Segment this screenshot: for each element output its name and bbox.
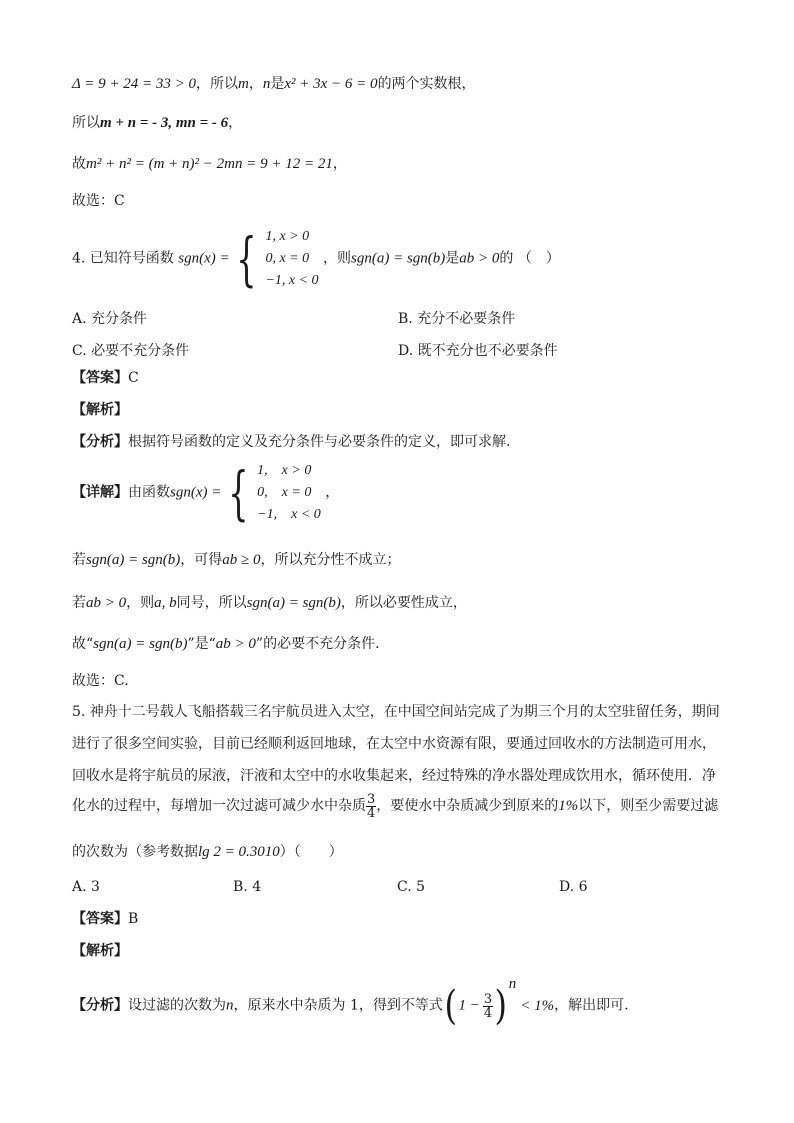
math: 1%: [558, 798, 579, 815]
fenxi-label: 【分析】: [72, 434, 128, 450]
xiangjie-case: −1, x < 0: [257, 507, 321, 522]
xiangjie-case: 0, x = 0: [257, 485, 312, 500]
q4-stem-c: 是: [445, 250, 460, 267]
text: 所以: [72, 115, 100, 131]
q4-stem-d: 的 （ ）: [499, 250, 560, 267]
frac-den: 4: [367, 806, 376, 821]
q5-line-5: [72, 843, 343, 862]
text: 以下，则至少需要过滤: [578, 797, 719, 814]
math: a, b: [154, 595, 177, 611]
left-paren: (: [444, 983, 457, 1029]
q4-stem: [72, 226, 560, 292]
text: ，解出即可.: [554, 997, 629, 1014]
q4-cond: sgn(a) = sgn(b): [351, 250, 446, 267]
q5-line-4: [72, 793, 718, 820]
text: 故: [72, 156, 86, 172]
text: ，则: [126, 595, 155, 611]
q4-case: −1, x < 0: [265, 273, 319, 288]
math: 1 −: [458, 997, 480, 1014]
q4-stem-b: ，则: [323, 250, 351, 267]
text: 故“: [72, 636, 94, 652]
text: 的次数为（参考数据: [72, 844, 198, 860]
q4-cases: [265, 226, 318, 292]
q4-analysis-label: 【解析】: [72, 402, 128, 418]
frac-den: 4: [483, 1005, 493, 1021]
q4-sufficiency: [72, 551, 401, 570]
math-vieta: m + n = - 3, mn = - 6: [100, 115, 229, 131]
answer-label: 【答案】: [72, 911, 128, 927]
text: 设过滤的次数为: [128, 997, 226, 1014]
math-n: n: [226, 997, 234, 1014]
answer-label: 【答案】: [72, 370, 128, 386]
math: sgn(a) = sgn(b): [93, 636, 188, 652]
text: ，所以充分性不成立；: [260, 552, 401, 568]
text: ”的必要不充分条件.: [255, 636, 380, 652]
line-vieta: [72, 114, 242, 133]
text: ，: [332, 156, 347, 172]
xiangjie-case: 1, x > 0: [257, 463, 312, 478]
exponent-n: n: [508, 976, 517, 992]
math: sgn(a) = sgn(b): [246, 595, 341, 611]
frac-num: 3: [483, 991, 493, 1007]
q5-answer: [72, 911, 138, 929]
text: ，: [228, 115, 243, 131]
fenxi-label: 【分析】: [72, 997, 128, 1014]
text: 是: [270, 76, 285, 92]
answer-value: C: [128, 370, 139, 386]
line-result: [72, 155, 347, 174]
q4-case: 1, x > 0: [265, 229, 310, 244]
q5-option-a: A. 3: [72, 879, 100, 895]
q4-final: 故选：C.: [72, 673, 129, 689]
q4-conclusion: [72, 635, 380, 654]
text: ，原来水中杂质为 1，得到不等式: [233, 997, 443, 1014]
text: ”是“: [187, 636, 216, 652]
right-paren: ): [494, 983, 508, 1029]
q4-case: 0, x = 0: [265, 251, 310, 266]
math-discriminant: Δ = 9 + 24 = 33 > 0: [72, 76, 197, 92]
text: ，所以必要性成立，: [340, 595, 467, 611]
math: ab > 0: [86, 595, 127, 611]
q5-line-3: 回收水是将宇航员的尿液，汗液和太空中的水收集起来，经过特殊的净水器处理成饮用水，循环使用．净: [72, 768, 716, 784]
q4-necessity: [72, 594, 467, 613]
xiangjie-cases: [257, 460, 321, 526]
text: ）（ ）: [279, 844, 343, 860]
q5-option-b: B. 4: [233, 879, 262, 895]
q4-fenxi: [72, 434, 510, 452]
q4-xiangjie: [72, 460, 339, 526]
q4-option-d: D. 既不充分也不必要条件: [398, 343, 558, 359]
math: ab > 0: [215, 636, 256, 652]
q4-answer: [72, 370, 139, 388]
xiangjie-text: 由函数: [128, 484, 170, 501]
math-n: n: [262, 76, 271, 92]
xiangjie-brace: {: [228, 459, 249, 527]
math: sgn(a) = sgn(b): [86, 552, 181, 568]
q4-option-a: A. 充分条件: [72, 311, 148, 327]
text: 化水的过程中，每增加一次过滤可减少水中杂质: [72, 797, 366, 814]
q5-line-1: 5. 神舟十二号载人飞船搭载三名宇航员进入太空，在中国空间站完成了为期三个月的太空驻留任务，期间: [72, 704, 720, 720]
xiangjie-label: 【详解】: [72, 484, 128, 501]
text: ，所以: [196, 76, 239, 92]
text: ，可得: [180, 552, 223, 568]
text: 若: [72, 595, 86, 611]
math-result: m² + n² = (m + n)² − 2mn = 9 + 12 = 21: [86, 156, 333, 172]
text: ，要使水中杂质减少到原来的: [376, 797, 559, 814]
answer-value: B: [128, 911, 139, 927]
frac-num: 3: [367, 792, 376, 807]
q5-analysis-label: 【解析】: [72, 943, 128, 959]
q4-option-b: B. 充分不必要条件: [398, 311, 516, 327]
text: 同号，所以: [176, 595, 247, 611]
q5-option-d: D. 6: [559, 879, 588, 895]
q4-func: sgn(x) =: [178, 250, 230, 267]
line-discriminant: [72, 75, 476, 94]
text: 若: [72, 552, 86, 568]
q5-option-c: C. 5: [397, 879, 426, 895]
line-choice: 故选：C: [72, 193, 125, 209]
q4-target: ab > 0: [459, 250, 500, 267]
fenxi-text: 根据符号函数的定义及充分条件与必要条件的定义，即可求解.: [128, 434, 511, 450]
fraction-ineq: [483, 993, 493, 1020]
fraction-three-quarters: [366, 793, 376, 820]
xiangjie-func: sgn(x) =: [170, 484, 222, 501]
xiangjie-tail: ，: [325, 484, 340, 501]
q4-brace: {: [236, 225, 257, 293]
q4-option-c: C. 必要不充分条件: [72, 343, 190, 359]
text: 的两个实数根，: [377, 76, 476, 92]
math-m: m: [238, 76, 249, 92]
q5-fenxi: [72, 975, 629, 1029]
math-equation: x² + 3x − 6 = 0: [284, 76, 378, 92]
text: ，: [248, 76, 263, 92]
math: ab ≥ 0: [222, 552, 261, 568]
q5-line-2: 进行了很多空间实验，目前已经顺利返回地球，在太空中水资源有限，要通过回收水的方法制造可用水，: [72, 736, 716, 752]
math: lg 2 = 0.3010: [198, 844, 280, 860]
q4-stem-a: 4. 已知符号函数: [72, 250, 174, 267]
math: < 1%: [520, 997, 555, 1014]
